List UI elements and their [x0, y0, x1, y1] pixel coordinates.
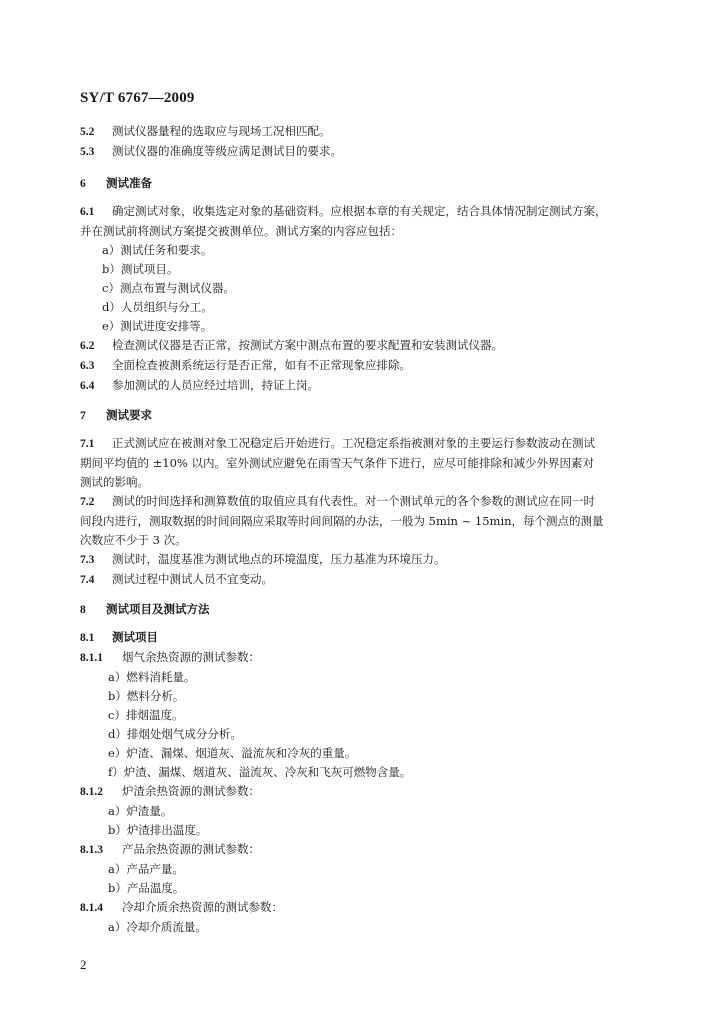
clause-8-1-4: 8.1.4 冷却介质余热资源的测试参数： [80, 900, 283, 914]
clause-7-2-line3: 次数应不少于 3 次。 [80, 533, 187, 547]
section-6-heading: 6 测试准备 [80, 176, 152, 190]
list-item: b）产品温度。 [108, 881, 185, 895]
list-item: c）测点布置与测试仪器。 [102, 281, 235, 295]
standard-code-header: SY/T 6767—2009 [80, 90, 195, 106]
list-item: d）人员组织与分工。 [102, 300, 213, 314]
clause-7-1-line2: 期间平均值的 ±10% 以内。室外测试应避免在雨雪天气条件下进行，应尽可能排除和减少外界因素对 [80, 456, 595, 470]
clause-8-1-1: 8.1.1 烟气余热资源的测试参数： [80, 650, 260, 664]
clause-7-4: 7.4 测试过程中测试人员不宜变动。 [80, 572, 273, 586]
list-item: e）测试进度安排等。 [102, 319, 213, 333]
clause-7-1-line1: 7.1 正式测试应在被测对象工况稳定后开始进行。工况稳定系指被测对象的主要运行参数波动在测试 [80, 436, 595, 450]
clause-8-1-2: 8.1.2 炉渣余热资源的测试参数： [80, 784, 260, 798]
list-item: c）排烟温度。 [108, 708, 184, 722]
clause-8-1-3: 8.1.3 产品余热资源的测试参数： [80, 842, 260, 856]
section-8-heading: 8 测试项目及测试方法 [80, 602, 210, 616]
clause-6-1-line2: 并在测试前将测试方案提交被测单位。测试方案的内容应包括： [80, 224, 402, 238]
page-number: 2 [80, 957, 87, 972]
list-item: a）冷却介质流量。 [108, 920, 207, 934]
clause-6-3: 6.3 全面检查被测系统运行是否正常，如有不正常现象应排除。 [80, 358, 411, 372]
clause-6-4: 6.4 参加测试的人员应经过培训，持证上岗。 [80, 378, 319, 392]
clause-7-3: 7.3 测试时，温度基准为测试地点的环境温度，压力基准为环境压力。 [80, 552, 446, 566]
list-item: d）排烟处烟气成分分析。 [108, 727, 242, 741]
clause-6-2: 6.2 检查测试仪器是否正常，按测试方案中测点布置的要求配置和安装测试仪器。 [80, 338, 503, 352]
list-item: a）产品产量。 [108, 862, 184, 876]
list-item: a）测试任务和要求。 [102, 243, 213, 257]
clause-5-2: 5.2 测试仪器量程的选取应与现场工况相匹配。 [80, 124, 331, 138]
clause-7-2-line2: 间段内进行，测取数据的时间间隔应采取等时间间隔的办法，一般为 5min ~ 15min，每个测点的测量 [80, 514, 604, 528]
list-item: a）燃料消耗量。 [108, 670, 196, 684]
clause-8-1-heading: 8.1 测试项目 [80, 630, 158, 644]
clause-7-1-line3: 测试的影响。 [80, 475, 149, 489]
list-item: b）测试项目。 [102, 262, 179, 276]
list-item: e）炉渣、漏煤、烟道灰、溢流灰和冷灰的重量。 [108, 746, 357, 760]
clause-7-2-line1: 7.2 测试的时间选择和测算数值的取值应具有代表性。对一个测试单元的各个参数的测试应在同一时 [80, 494, 595, 508]
clause-5-3: 5.3 测试仪器的准确度等级应满足测试目的要求。 [80, 144, 342, 158]
list-item: f）炉渣、漏煤、烟道灰、溢流灰、冷灰和飞灰可燃物含量。 [108, 765, 412, 779]
list-item: b）燃料分析。 [108, 689, 185, 703]
clause-6-1-line1: 6.1 确定测试对象，收集选定对象的基础资料。应根据本章的有关规定，结合具体情况制定测试方案， [80, 204, 607, 218]
list-item: b）炉渣排出温度。 [108, 823, 208, 837]
section-7-heading: 7 测试要求 [80, 408, 152, 422]
document-body [80, 122, 660, 937]
list-item: a）炉渣量。 [108, 804, 173, 818]
